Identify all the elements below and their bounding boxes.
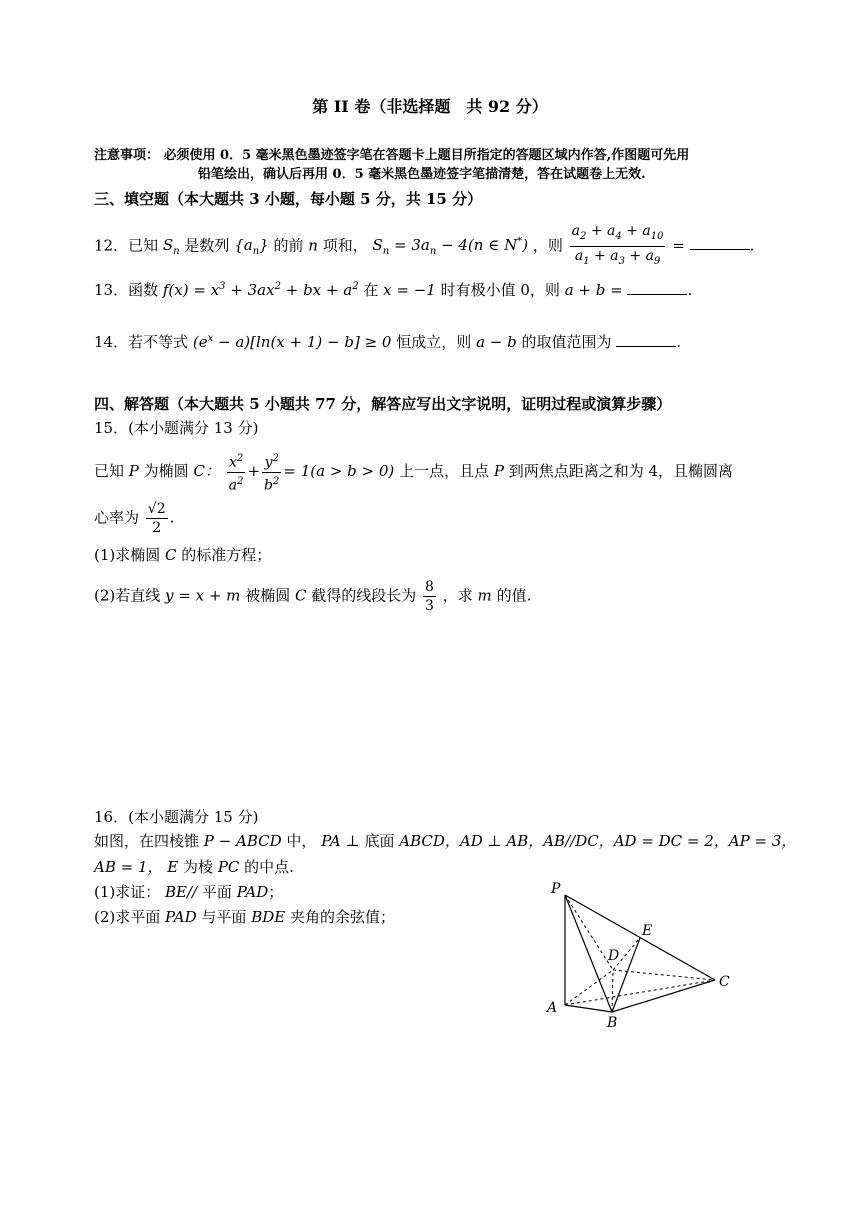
edge-PB [565,895,612,1012]
q16-part-1: (1)求证： BE// 平面 PAD； [94,883,284,901]
section-fill-blank-title: 三、填空题（本大题共 3 小题，每小题 5 分，共 15 分） [94,190,483,208]
q12-math: n [308,236,318,255]
label-E: E [642,923,653,939]
q16-text: (1)求证： [94,883,161,901]
q15-math: C [165,546,177,564]
question-12: 12．已知 $S_n$ 是数列 $\{a_n\}$ 的前 n 项和， $S_n = 3a_n - 4(n$ ∈ N*) ，则 $\frac{a_2 + a_4 + a_{10}}{a_1 + a_3 + a_9}$ = . [94,222,754,271]
q15-math: = 1(a > b > 0) [283,462,395,481]
edge-AD [565,970,613,1005]
q16-text: 底面 [364,832,395,850]
q15-text: 到两焦点距离之和为 4，且椭圆离 [508,462,734,481]
q15-fraction-ecc: $\frac{√2}{2}$ [147,501,166,536]
q16-text: 平面 [201,883,232,901]
q12-math: $\{a_n\}$ [234,236,269,258]
q16-text: 如图，在四棱锥 [94,832,200,850]
question-14: 14．若不等式 $(e^x - a)[\ln(x + 1) - b] \ge 0$ 恒成立，则 a − b 的取值范围为 . [94,333,682,351]
q15-math: C： [193,462,220,481]
q15-line-1: 已知 P 为椭圆 C： $\frac{x^2}{a^2}$ + $\frac{y^2}{b^2}$ = 1(a > b > 0) 上一点，且点 P 到两焦点距离之和为 4，且椭圆离 [94,450,733,494]
q15-text: (1)求椭圆 [94,546,161,564]
q15-part-1 [94,544,271,566]
notice-line-2: 铅笔绘出，确认后再用 0．5 毫米黑色墨迹签字笔描清楚，答在试题卷上无效. [198,167,646,182]
q15-text: ，求 [442,586,473,605]
q15-text: 的标准方程； [181,546,272,564]
label-A: A [547,1000,558,1016]
q15-part-2 [94,578,531,615]
q16-text: (2)求平面 [94,908,161,926]
section-solution-title: 四、解答题（本大题共 5 小题共 77 分，解答应写出文字说明，证明过程或演算步骤） [94,395,672,413]
q16-math: PC [217,858,240,876]
notice-line-1: 注意事项： 必须使用 0．5 毫米黑色墨迹签字笔在答题卡上题目所指定的答题区域内作答,作图题可先用 [94,148,690,163]
q12-answer-blank [690,235,750,250]
q16-line-2 [94,856,294,878]
edge-PC [565,895,715,980]
part-title: 第 II 卷（非选择题 共 92 分） [312,97,548,116]
q16-text: 为棱 [183,858,214,876]
edge-PD [565,895,613,970]
q12-text-4: ，则 [532,236,563,255]
q15-fraction-len: $\frac{8}{3}$ [425,579,434,614]
q16-math: PA ⊥ [321,832,360,850]
q15-math: y = x + m [165,586,241,605]
question-13: 13．函数 $f(x) = x^3 + 3ax^2$ + bx + $a^2$ 在 x = −1 时有极小值 0，则 a + b = . [94,281,693,299]
q15-header: 15．(本小题满分 13 分) [94,419,259,437]
q15-text: 截得的线段长为 [311,586,417,605]
q16-math: BDE [251,908,286,926]
q14-label: 14．若不等式 [94,333,189,351]
q12-math: $S_n$ [162,236,180,258]
q14-answer-blank [616,332,676,347]
label-B: B [607,1015,618,1030]
q16-text: 中， [286,832,317,850]
q15-math: m [477,586,492,605]
q15-math: P [493,462,504,481]
q13-math: $f(x) = x^3 + 3ax^2$ + bx + $a^2$ [162,281,359,299]
q12-math: $S_n = 3a_n - 4(n$ ∈ N*) [372,236,529,258]
q15-math: P [128,462,139,481]
q12-label: 12．已知 [94,236,159,255]
q15-text: 被椭圆 [245,586,291,605]
q16-math: ABCD，AD ⊥ AB，AB//DC，AD = DC = 2，AP = 3， [399,832,797,850]
q12-text-1: 是数列 [184,236,230,255]
q15-text: (2)若直线 [94,586,161,605]
q12-fraction: $\frac{a_2 + a_4 + a_{10}}{a_1 + a_3 + a_9}$ [571,223,664,267]
q14-math: a − b [476,333,517,351]
label-D: D [608,948,620,964]
notice [94,146,689,184]
q16-text: 夹角的余弦值； [289,908,395,926]
q14-math: $(e^x - a)[\ln(x + 1) - b] \ge 0$ [192,333,392,351]
q15-text: 上一点，且点 [399,462,490,481]
q16-math: BE// [165,883,198,901]
q16-header: 16．(本小题满分 15 分) [94,808,259,826]
q16-text: 与平面 [201,908,247,926]
q15-text: 已知 [94,462,125,481]
q12-text-2: 的前 [273,236,304,255]
q13-math: a + b = [564,281,623,299]
q16-math: PAD [236,883,269,901]
q16-math: AB = 1， E [94,858,179,876]
q12-text-3: 项和， [322,236,368,255]
label-P: P [551,881,561,897]
q16-part-2 [94,906,395,928]
edge-BC [612,980,715,1012]
q15-fraction-x: $\frac{x^2}{a^2}$ [227,450,246,494]
label-C: C [719,974,730,990]
edge-AB [565,1005,612,1012]
q13-label: 13．函数 [94,281,159,299]
q14-text-2: 的取值范围为 [521,333,612,351]
q13-math: x = −1 [383,281,436,299]
edge-BD [612,970,613,1012]
q15-text: 的值. [496,586,532,605]
q15-fraction-y: $\frac{y^2}{b^2}$ [262,450,281,494]
q16-math: PAD [165,908,197,926]
q13-text-1: 在 [363,281,379,299]
q16-text: 的中点. [244,858,294,876]
q15-text: 为椭圆 [143,462,189,481]
q13-answer-blank [627,280,687,295]
edge-AC [565,980,715,1005]
q14-text-1: 恒成立，则 [396,333,472,351]
q13-text-2: 时有极小值 0，则 [440,281,560,299]
q16-line-1 [94,830,796,852]
q15-line-2: 心率为 $\frac{√2}{2}$ . [94,501,175,536]
q15-math: C [294,586,307,605]
q16-math: P − ABCD [203,832,282,850]
q15-text: 心率为 [94,508,140,527]
pyramid-figure [535,875,745,1030]
